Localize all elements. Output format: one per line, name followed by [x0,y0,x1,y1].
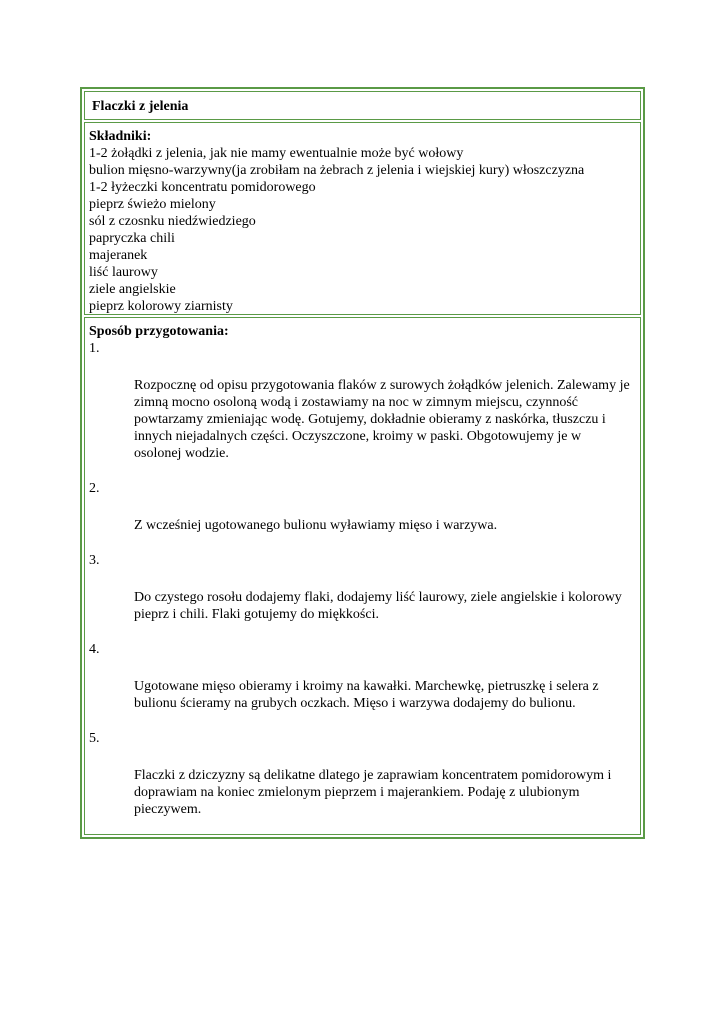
recipe-title: Flaczki z jelenia [92,99,189,114]
step-number: 1. [89,341,100,356]
preparation-cell [84,317,641,835]
ingredient-item: ziele angielskie [89,282,176,297]
step-number: 3. [89,553,100,568]
step-text: Flaczki z dziczyzny są delikatne dlatego je zaprawiam koncentratem pomidorowym i doprawiam na koniec zmielonym pieprzem i majerankiem. Podaję z ulubionym pieczywem. [134,768,612,817]
ingredient-item: 1-2 żołądki z jelenia, jak nie mamy ewentualnie może być wołowy [89,146,464,161]
recipe-table [80,87,645,839]
ingredient-item: bulion mięsno-warzywny(ja zrobiłam na żebrach z jelenia i wiejskiej kury) włoszczyzna [89,163,585,178]
step-number: 2. [89,481,100,496]
step-text: Z wcześniej ugotowanego bulionu wyławiamy mięso i warzywa. [134,518,498,533]
ingredients-heading: Składniki: [89,129,152,144]
step-number: 5. [89,731,100,746]
title-cell [84,91,641,120]
ingredients-cell [84,122,641,315]
step-text: Do czystego rosołu dodajemy flaki, dodajemy liść laurowy, ziele angielskie i kolorowy pieprz i chili. Flaki gotujemy do miękkości. [134,590,622,622]
ingredient-item: 1-2 łyżeczki koncentratu pomidorowego [89,180,316,195]
ingredient-item: liść laurowy [89,265,158,280]
ingredient-item: pieprz kolorowy ziarnisty [89,299,233,314]
step-text: Rozpocznę od opisu przygotowania flaków z surowych żołądków jelenich. Zalewamy je zimną mocno osoloną wodą i zostawiamy na noc w zimnym miejscu, czynność powtarzamy zmieniając wodę. Gotujemy, dokładnie obieramy z naskórka, tłuszczu i innych niejadalnych części. Oczyszczone, kroimy w paski. Obgotowujemy je w osolonej wodzie. [134,378,630,461]
ingredient-item: sól z czosnku niedźwiedziego [89,214,256,229]
step-number: 4. [89,642,100,657]
ingredient-item: pieprz świeżo mielony [89,197,216,212]
ingredient-item: papryczka chili [89,231,175,246]
preparation-heading: Sposób przygotowania: [89,324,229,339]
step-text: Ugotowane mięso obieramy i kroimy na kawałki. Marchewkę, pietruszkę i selera z bulionu ścieramy na grubych oczkach. Mięso i warzywa dodajemy do bulionu. [134,679,599,711]
ingredient-item: majeranek [89,248,148,263]
